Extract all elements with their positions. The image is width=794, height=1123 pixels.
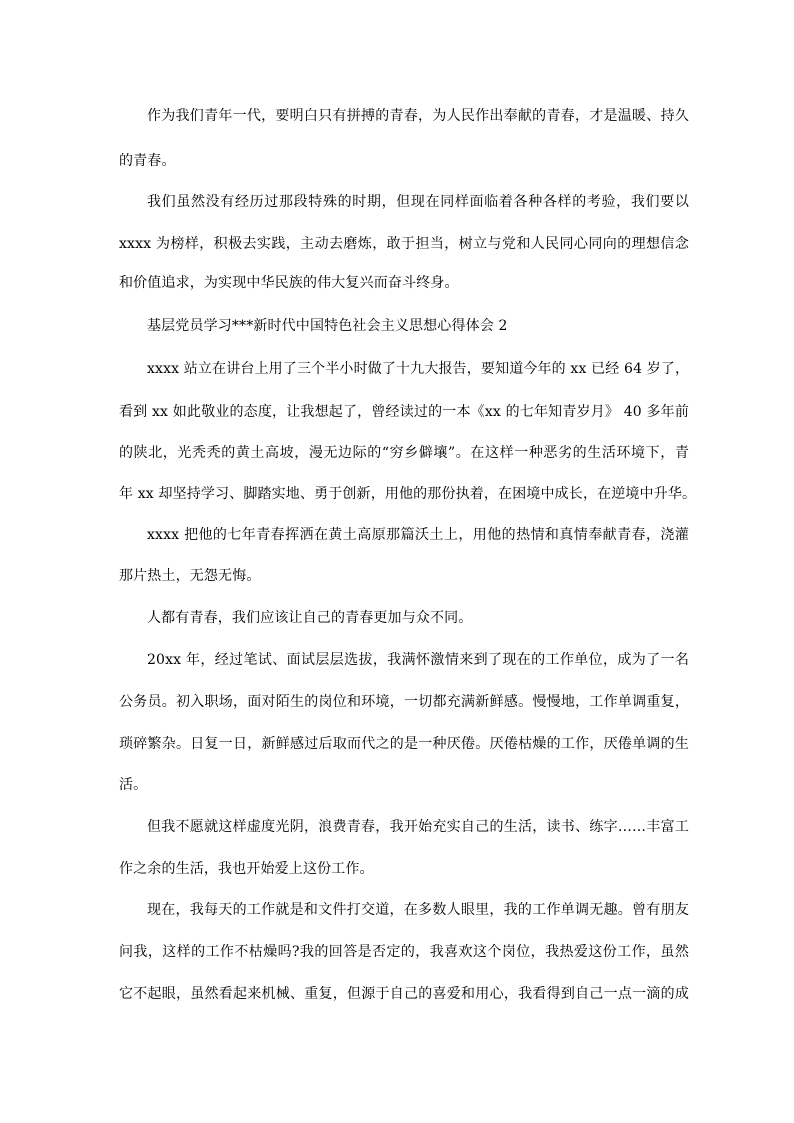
paragraph-6-line-1: 人都有青春，我们应该让自己的青春更加与众不同。 [147,610,473,626]
paragraph-4-line-1: xxxx 站立在讲台上用了三个半小时做了十九大报告，要知道今年的 xx 已经 64 岁了， [147,361,690,377]
paragraph-2-line-3: 和价值追求，为实现中华民族的伟大复兴而奋斗终身。 [119,275,459,291]
paragraph-7-line-1: 20xx 年，经过笔试、面试层层选拔，我满怀激情来到了现在的工作单位，成为了一名 [147,652,689,668]
paragraph-4-line-3: 的陕北，光秃秃的黄土高坡，漫无边际的“穷乡僻壤”。在这样一种恶劣的生活环境下，青 [119,445,689,461]
paragraph-9-line-2: 问我，这样的工作不枯燥吗?我的回答是否定的，我喜欢这个岗位，我热爱这份工作，虽然 [119,944,689,960]
paragraph-2-line-2: xxxx 为榜样，积极去实践，主动去磨炼，敢于担当，树立与党和人民同心同向的理想信念 [119,236,689,252]
paragraph-2-line-1: 我们虽然没有经历过那段特殊的时期，但现在同样面临着各种各样的考验，我们要以 [147,194,689,210]
paragraph-4-line-2: 看到 xx 如此敬业的态度，让我想起了，曾经读过的一本《xx 的七年知青岁月》 40 多年前 [119,404,689,420]
paragraph-7-line-3: 琐碎繁杂。日复一日，新鲜感过后取而代之的是一种厌倦。厌倦枯燥的工作，厌倦单调的生 [119,736,689,752]
paragraph-1-line-2: 的青春。 [119,153,176,169]
paragraph-8-line-1: 但我不愿就这样虚度光阴，浪费青春，我开始充实自己的生活，读书、练字……丰富工 [147,819,689,835]
paragraph-7-line-2: 公务员。初入职场，面对陌生的岗位和环境，一切都充满新鲜感。慢慢地，工作单调重复， [119,694,689,710]
section-heading: 基层党员学习***新时代中国特色社会主义思想心得体会 2 [147,318,508,334]
paragraph-9-line-1: 现在，我每天的工作就是和文件打交道，在多数人眼里，我的工作单调无趣。曾有朋友 [147,902,689,918]
paragraph-5-line-2: 那片热土，无怨无悔。 [119,568,261,584]
paragraph-9-line-3: 它不起眼，虽然看起来机械、重复，但源于自己的喜爱和用心，我看得到自己一点一滴的成 [119,986,689,1002]
paragraph-4-line-4: 年 xx 却坚持学习、脚踏实地、勇于创新，用他的那份执着，在困境中成长，在逆境中升华。 [119,486,697,502]
paragraph-1-line-1: 作为我们青年一代，要明白只有拼搏的青春，为人民作出奉献的青春，才是温暖、持久 [147,108,689,124]
paragraph-8-line-2: 作之余的生活，我也开始爱上这份工作。 [119,861,374,877]
paragraph-7-line-4: 活。 [119,777,148,793]
paragraph-5-line-1: xxxx 把他的七年青春挥洒在黄土高原那篇沃土上，用他的热情和真情奉献青春，浇灌 [147,527,689,543]
